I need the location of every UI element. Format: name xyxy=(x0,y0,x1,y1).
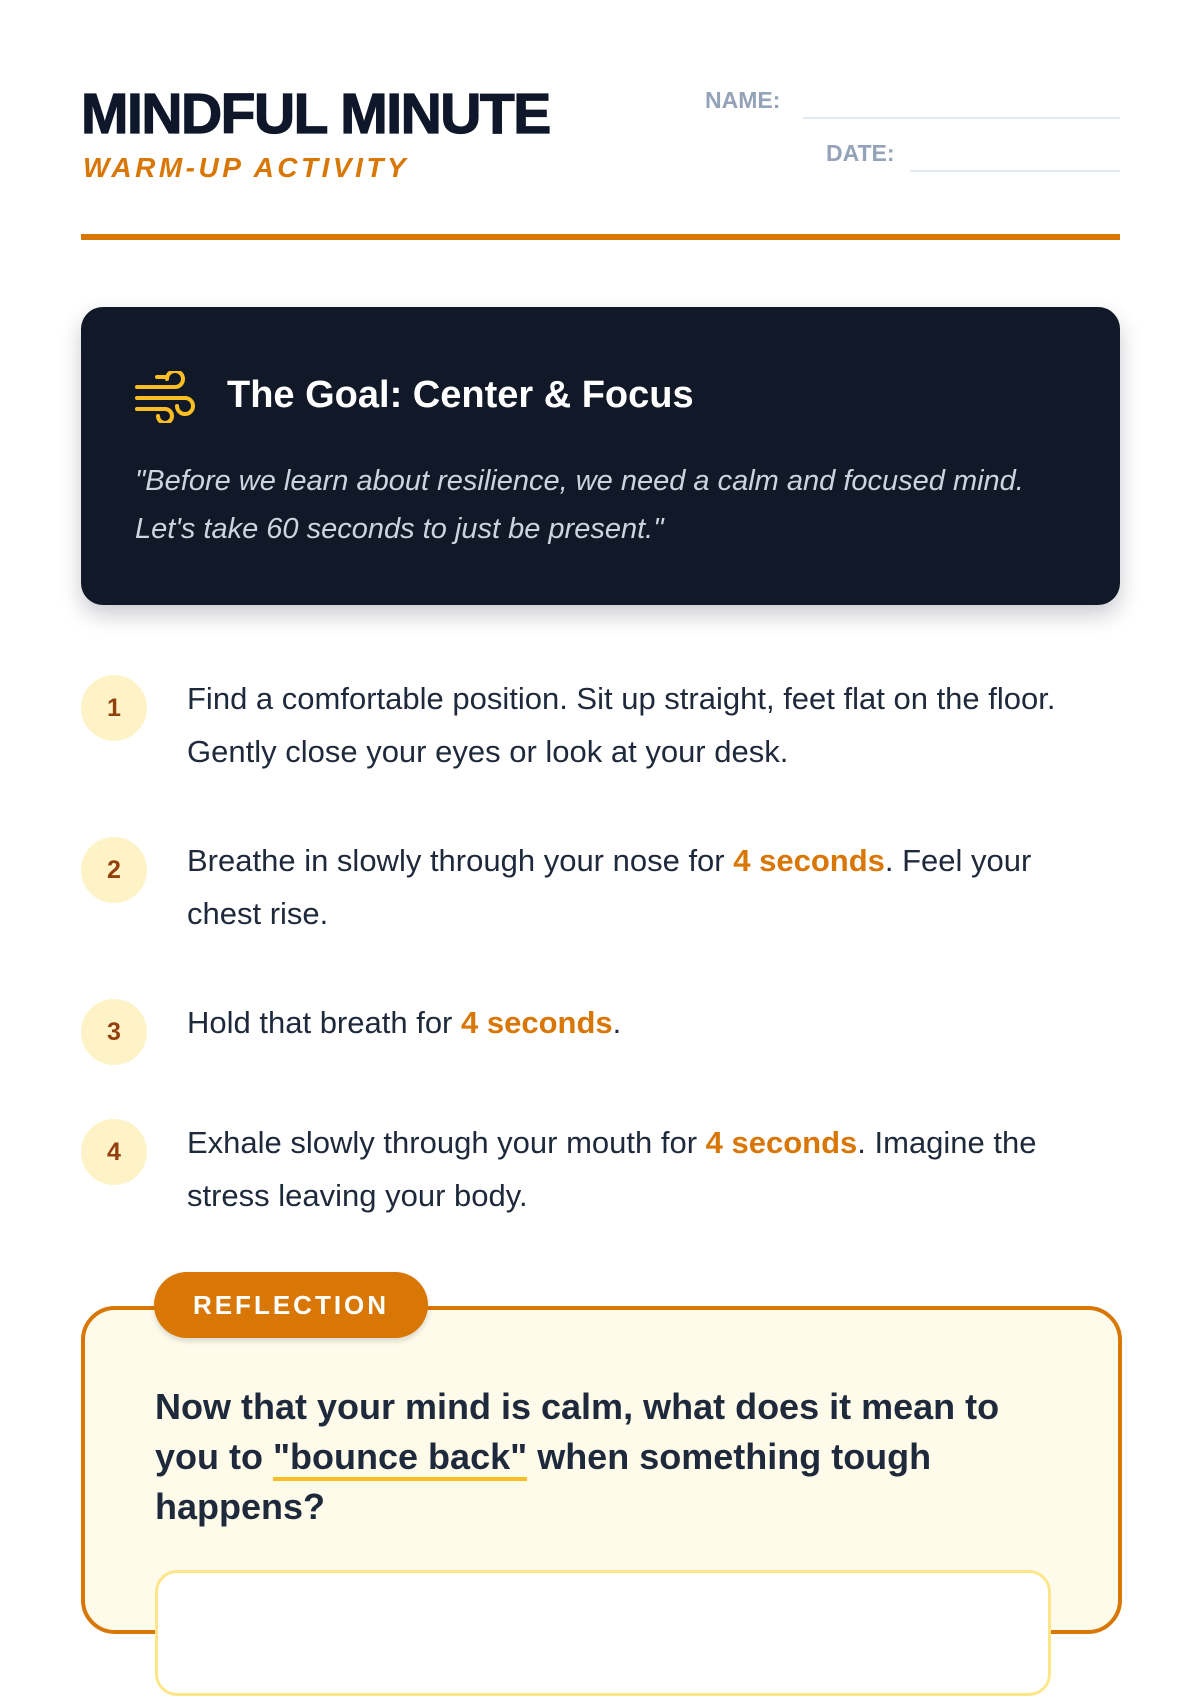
step-text: Hold that breath for 4 seconds. xyxy=(187,1005,622,1040)
name-label: NAME: xyxy=(705,87,781,113)
step-number: 4 xyxy=(81,1119,147,1185)
goal-title: The Goal: Center & Focus xyxy=(227,374,694,416)
date-label: DATE: xyxy=(826,140,895,166)
step-number: 2 xyxy=(81,837,147,903)
highlight-duration: 4 seconds xyxy=(461,1005,613,1040)
goal-card xyxy=(81,307,1120,605)
header-divider xyxy=(81,234,1120,240)
worksheet-header xyxy=(81,80,1120,240)
step-text: Breathe in slowly through your nose for 4 seconds. Feel your chest rise. xyxy=(187,843,1032,931)
highlight-duration: 4 seconds xyxy=(733,843,885,878)
answer-box[interactable] xyxy=(155,1570,1051,1696)
date-field-line[interactable] xyxy=(910,170,1120,172)
reflection-card xyxy=(81,1306,1122,1634)
worksheet-subtitle: WARM-UP ACTIVITY xyxy=(83,152,410,183)
highlight-duration: 4 seconds xyxy=(705,1125,858,1160)
reflection-badge: REFLECTION xyxy=(154,1272,428,1338)
step-text: Find a comfortable position. Sit up straight, feet flat on the floor. Gently close your eyes or look at your desk. xyxy=(187,681,1056,769)
step-number: 1 xyxy=(81,675,147,741)
step-text: Exhale slowly through your mouth for 4 seconds. Imagine the stress leaving your body. xyxy=(187,1125,1037,1213)
bounce-back-emphasis: "bounce back" xyxy=(273,1436,527,1481)
wind-icon xyxy=(135,371,199,423)
step-number: 3 xyxy=(81,999,147,1065)
worksheet-title: MINDFUL MINUTE xyxy=(81,82,550,146)
reflection-question: Now that your mind is calm, what does it mean to you to "bounce back" when something tough happens? xyxy=(155,1386,1000,1527)
name-field-line[interactable] xyxy=(803,117,1120,119)
goal-quote: "Before we learn about resilience, we need a calm and focused mind. Let's take 60 seconds to just be present." xyxy=(135,465,1024,545)
